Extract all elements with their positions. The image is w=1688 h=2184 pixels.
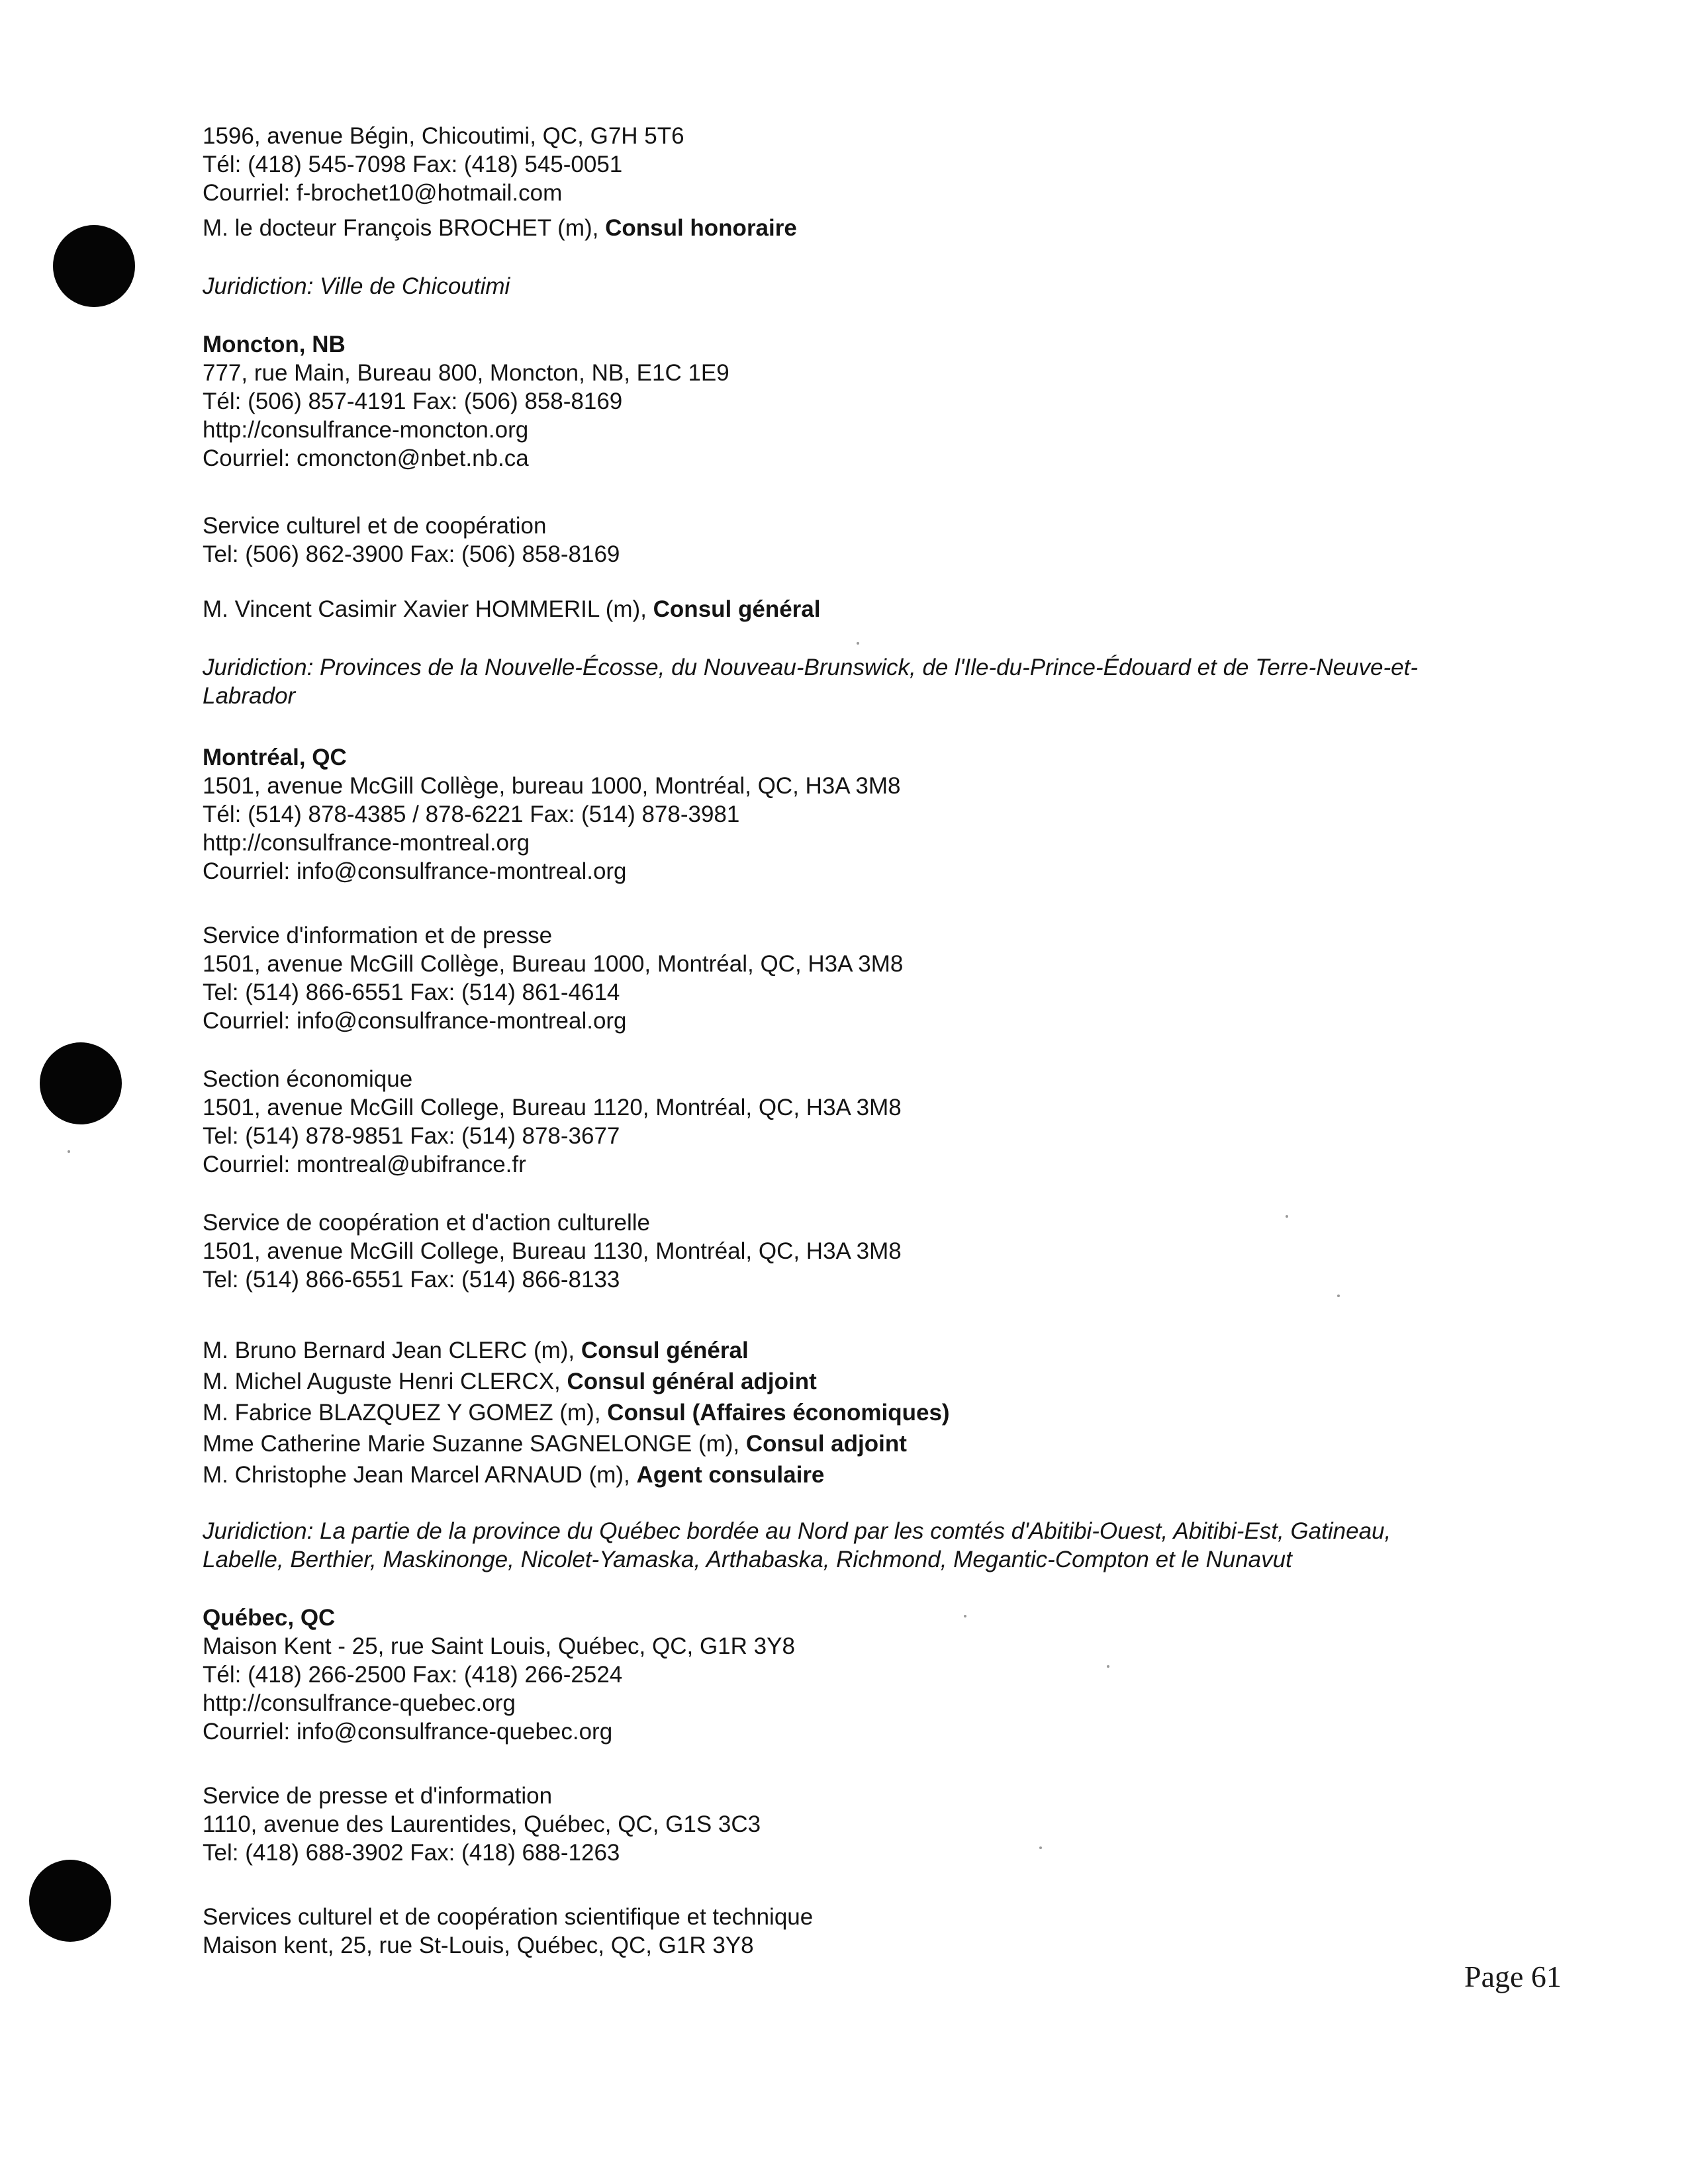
punch-hole-top: [53, 225, 135, 307]
montreal-heading: Montréal, QC: [203, 745, 347, 770]
officer-name: Mme Catherine Marie Suzanne SAGNELONGE (m),: [203, 1431, 746, 1457]
montreal-service-3-phone: Tel: (514) 866-6551 Fax: (514) 866-8133: [203, 1267, 620, 1293]
montreal-officer-2: [203, 1366, 1526, 1397]
montreal-service-2-name: Section économique: [203, 1066, 413, 1092]
chicoutimi-section: [203, 122, 1526, 300]
moncton-service-name: Service culturel et de coopération: [203, 513, 547, 539]
officer-title: Consul général: [653, 596, 821, 622]
montreal-officer-3: [203, 1397, 1526, 1428]
moncton-jurisdiction-line1: Juridiction: Provinces de la Nouvelle-Écosse, du Nouveau-Brunswick, de l'Ile-du-Prince-Édouard et de Terre-Neuve-et-: [203, 655, 1418, 680]
officer-title: Consul général: [581, 1338, 749, 1363]
montreal-service-2-email: Courriel: montreal@ubifrance.fr: [203, 1152, 526, 1177]
montreal-service-1-email: Courriel: info@consulfrance-montreal.org: [203, 1008, 627, 1034]
moncton-jurisdiction-line2: Labrador: [203, 683, 296, 709]
officer-name: M. Bruno Bernard Jean CLERC (m),: [203, 1338, 581, 1363]
chicoutimi-jurisdiction: Juridiction: Ville de Chicoutimi: [203, 273, 510, 299]
montreal-service-3-name: Service de coopération et d'action culturelle: [203, 1210, 650, 1236]
quebec-section: [203, 1604, 1526, 1960]
quebec-service-1-phone: Tel: (418) 688-3902 Fax: (418) 688-1263: [203, 1840, 620, 1866]
chicoutimi-email: Courriel: f-brochet10@hotmail.com: [203, 180, 563, 206]
moncton-officer: [203, 595, 1526, 623]
montreal-phone: Tél: (514) 878-4385 / 878-6221 Fax: (514) 878-3981: [203, 801, 740, 827]
moncton-service-phone: Tel: (506) 862-3900 Fax: (506) 858-8169: [203, 541, 620, 567]
montreal-service-1-name: Service d'information et de presse: [203, 923, 553, 948]
montreal-officers-list: [203, 1335, 1526, 1490]
montreal-jurisdiction-line1: Juridiction: La partie de la province du Québec bordée au Nord par les comtés d'Abitibi-Ouest, Abitibi-Est, Gatineau,: [203, 1518, 1391, 1544]
punch-hole-bottom: [29, 1860, 111, 1942]
quebec-address: Maison Kent - 25, rue Saint Louis, Québec, QC, G1R 3Y8: [203, 1633, 795, 1659]
quebec-email: Courriel: info@consulfrance-quebec.org: [203, 1719, 613, 1745]
moncton-phone: Tél: (506) 857-4191 Fax: (506) 858-8169: [203, 388, 623, 414]
chicoutimi-address: 1596, avenue Bégin, Chicoutimi, QC, G7H 5T6: [203, 123, 684, 149]
quebec-website: http://consulfrance-quebec.org: [203, 1690, 516, 1716]
montreal-service-1-address: 1501, avenue McGill Collège, Bureau 1000, Montréal, QC, H3A 3M8: [203, 951, 904, 977]
moncton-email: Courriel: cmoncton@nbet.nb.ca: [203, 445, 529, 471]
montreal-jurisdiction-line2: Labelle, Berthier, Maskinonge, Nicolet-Yamaska, Arthabaska, Richmond, Megantic-Compton et le Nunavut: [203, 1547, 1292, 1572]
officer-title: Consul général adjoint: [567, 1369, 817, 1394]
quebec-service-2-name: Services culturel et de coopération scientifique et technique: [203, 1904, 814, 1930]
moncton-section: [203, 330, 1526, 710]
montreal-officer-5: [203, 1459, 1526, 1490]
montreal-service-1-phone: Tel: (514) 866-6551 Fax: (514) 861-4614: [203, 979, 620, 1005]
montreal-officer-1: [203, 1335, 1526, 1366]
montreal-service-2-phone: Tel: (514) 878-9851 Fax: (514) 878-3677: [203, 1123, 620, 1149]
montreal-service-2-address: 1501, avenue McGill College, Bureau 1120, Montréal, QC, H3A 3M8: [203, 1095, 902, 1120]
scan-speck: [68, 1150, 70, 1153]
moncton-website: http://consulfrance-moncton.org: [203, 417, 529, 443]
montreal-officer-4: [203, 1428, 1526, 1459]
quebec-service-2-address: Maison kent, 25, rue St-Louis, Québec, QC, G1R 3Y8: [203, 1933, 754, 1958]
montreal-section: [203, 743, 1526, 1574]
officer-title: Consul (Affaires économiques): [607, 1400, 950, 1426]
officer-name: M. Fabrice BLAZQUEZ Y GOMEZ (m),: [203, 1400, 608, 1426]
moncton-heading: Moncton, NB: [203, 332, 346, 357]
officer-title: Consul adjoint: [745, 1431, 907, 1457]
quebec-service-1-address: 1110, avenue des Laurentides, Québec, QC, G1S 3C3: [203, 1811, 761, 1837]
punch-hole-middle: [40, 1042, 122, 1124]
montreal-email: Courriel: info@consulfrance-montreal.org: [203, 858, 627, 884]
page-content: [203, 122, 1526, 1960]
quebec-heading: Québec, QC: [203, 1605, 336, 1631]
moncton-address: 777, rue Main, Bureau 800, Moncton, NB, E1C 1E9: [203, 360, 729, 386]
officer-name: M. Christophe Jean Marcel ARNAUD (m),: [203, 1462, 637, 1488]
officer-name: M. Vincent Casimir Xavier HOMMERIL (m),: [203, 596, 653, 622]
montreal-address: 1501, avenue McGill Collège, bureau 1000, Montréal, QC, H3A 3M8: [203, 773, 901, 799]
quebec-service-1-name: Service de presse et d'information: [203, 1783, 553, 1809]
chicoutimi-officer: [203, 214, 1526, 242]
officer-name: M. le docteur François BROCHET (m),: [203, 215, 606, 241]
officer-title: Agent consulaire: [636, 1462, 825, 1488]
montreal-website: http://consulfrance-montreal.org: [203, 830, 530, 856]
page-number: Page 61: [1464, 1960, 1562, 1993]
quebec-phone: Tél: (418) 266-2500 Fax: (418) 266-2524: [203, 1662, 623, 1688]
officer-title: Consul honoraire: [605, 215, 797, 241]
officer-name: M. Michel Auguste Henri CLERCX,: [203, 1369, 567, 1394]
montreal-service-3-address: 1501, avenue McGill College, Bureau 1130, Montréal, QC, H3A 3M8: [203, 1238, 902, 1264]
chicoutimi-phone: Tél: (418) 545-7098 Fax: (418) 545-0051: [203, 152, 623, 177]
